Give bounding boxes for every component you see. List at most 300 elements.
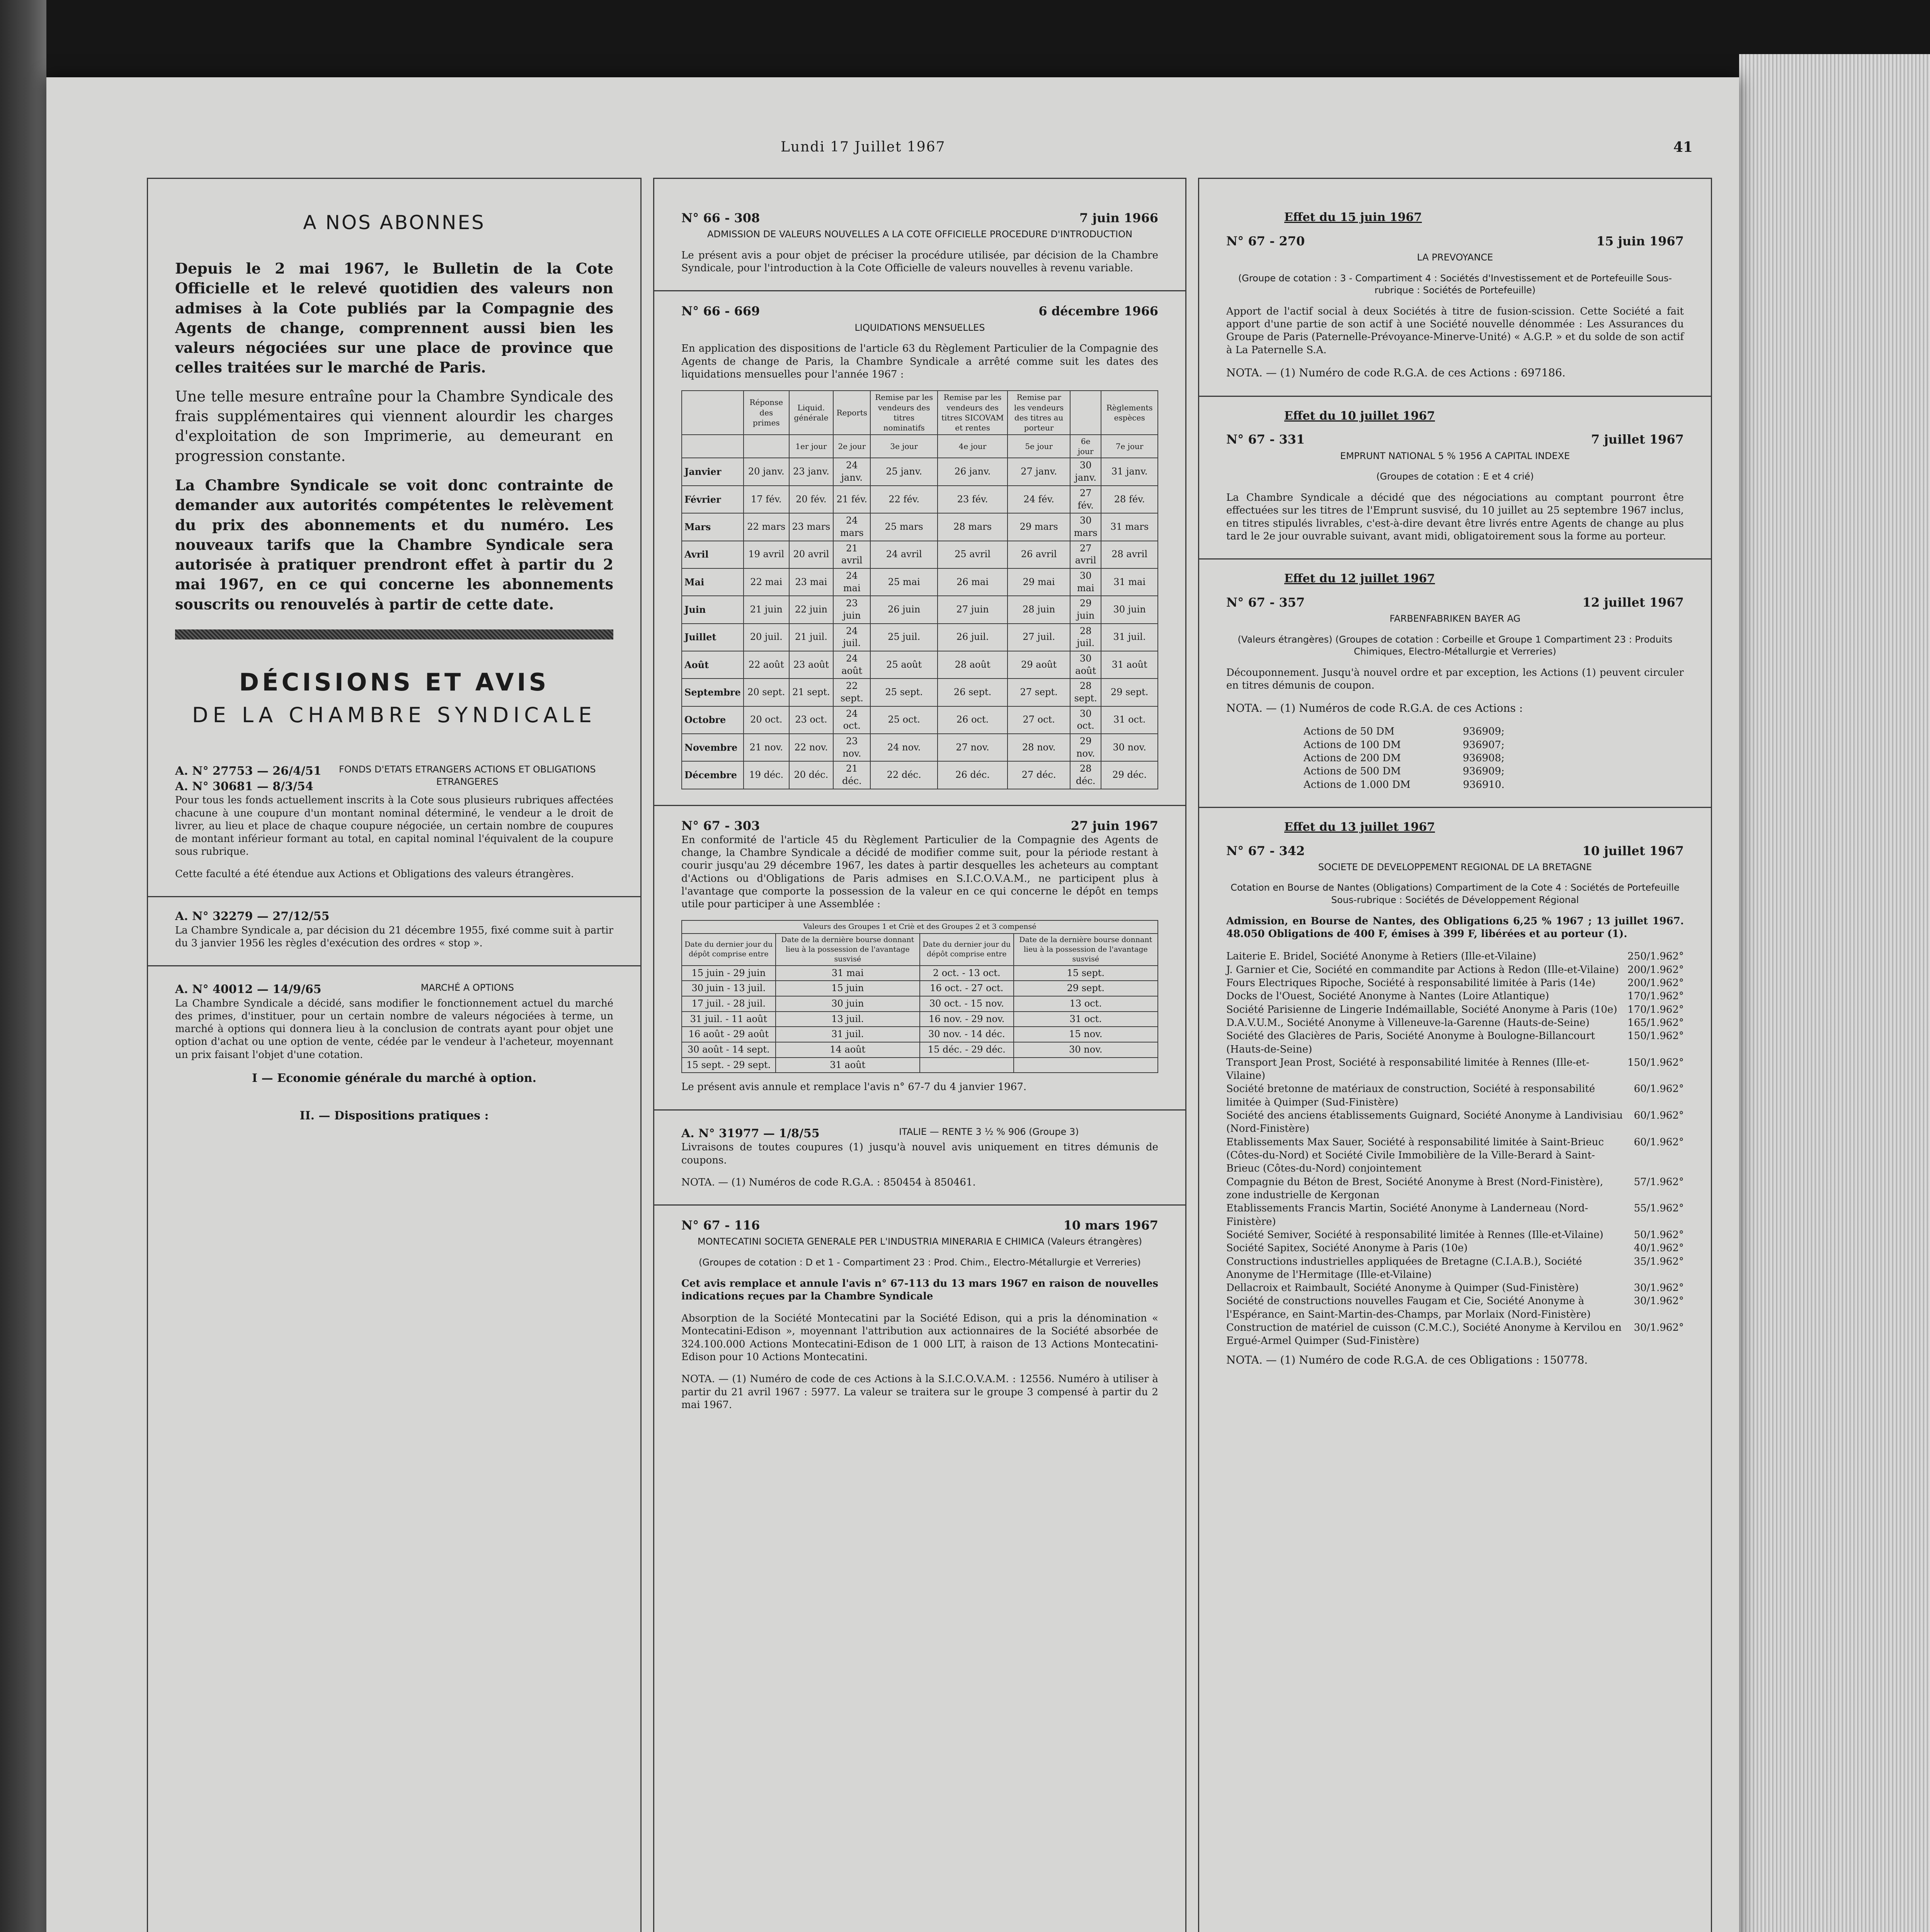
table-cell: 27 juin: [938, 596, 1008, 623]
table-header-cell: Date du dernier jour du dépôt comprise entre: [920, 934, 1014, 966]
guarantor-share: 150/1.962°: [1627, 1030, 1684, 1042]
guarantor-name: Laiterie E. Bridel, Société Anonyme à Retiers (Ille-et-Vilaine): [1226, 951, 1537, 963]
book-page-edges: [1739, 54, 1930, 1932]
table-header-cell: Règlements espèces: [1101, 391, 1158, 435]
table-cell: 16 nov. - 29 nov.: [920, 1012, 1014, 1027]
table-header-cell: Remise par les vendeurs des titres nominatifs: [870, 391, 937, 435]
notice-header: [681, 818, 1158, 834]
notice-title: FARBENFABRIKEN BAYER AG: [1389, 613, 1521, 624]
guarantor-share: 170/1.962°: [1627, 990, 1684, 1002]
table-row: [682, 706, 1158, 734]
table-cell: 27 sept.: [1008, 679, 1070, 706]
table-cell: 16 août - 29 août: [682, 1027, 776, 1042]
code-label: Actions de 50 DM: [1304, 726, 1395, 738]
divider: [1199, 396, 1711, 397]
notice-header: [175, 764, 613, 794]
notice-text: La Chambre Syndicale a décidé, sans modifier le fonctionnement actuel du marché des primes, d'instituer, pour un certain nombre de valeurs négociées à terme, un marché à options qui donnera lieu à la conclusion de contrats ayant pour objet une option d'achat ou une option de vente, cédée par le vendeur à l'acheteur, moyennant un prix faisant l'objet d'une cotation.: [175, 997, 613, 1061]
table-header-cell: [682, 435, 744, 458]
table-cell: 25 avril: [938, 541, 1008, 568]
guarantor-name: Dellacroix et Raimbault, Société Anonyme à Quimper (Sud-Finistère): [1226, 1282, 1579, 1294]
table-cell: 25 oct.: [870, 706, 937, 734]
table-cell: 15 nov.: [1014, 1027, 1158, 1042]
notice-title: LA PREVOYANCE: [1417, 252, 1493, 263]
table-cell: 30 janv.: [1070, 458, 1101, 485]
notice-title: SOCIETE DE DEVELOPPEMENT REGIONAL DE LA BRETAGNE: [1318, 861, 1592, 872]
divider: [1199, 558, 1711, 560]
table-cell: Décembre: [682, 761, 744, 789]
notice-header: [1226, 594, 1684, 611]
guarantor-name: Compagnie du Béton de Brest, Société Anonyme à Brest (Nord-Finistère), zone industrielle de Kergonan: [1226, 1176, 1603, 1201]
table-cell: 20 oct.: [744, 706, 789, 734]
notice-date: 10 mars 1967: [1063, 1218, 1158, 1233]
effect-date: Effet du 12 juillet 1967: [1284, 572, 1435, 586]
guarantor-name: Société bretonne de matériaux de construction, Société à responsabilité limitée à Quimper (Sud-Finistère): [1226, 1083, 1595, 1108]
column-left: [147, 178, 642, 1932]
notice-text: Découponnement. Jusqu'à nouvel ordre et par exception, les Actions (1) peuvent circuler en titres démunis de coupon.: [1226, 667, 1684, 692]
notice-header: [175, 982, 613, 997]
table-cell: 31 août: [776, 1058, 920, 1073]
table-row: [682, 513, 1158, 541]
table-cell: 20 janv.: [744, 458, 789, 485]
table-cell: 27 avril: [1070, 541, 1101, 568]
table-cell: [920, 1058, 1014, 1073]
table-cell: 28 août: [938, 651, 1008, 679]
table-cell: 13 oct.: [1014, 996, 1158, 1012]
table-cell: 19 avril: [744, 541, 789, 568]
table-cell: 28 déc.: [1070, 761, 1101, 789]
table-cell: 24 août: [833, 651, 870, 679]
abonnes-paragraph-2: Une telle mesure entraîne pour la Chambre Syndicale des frais supplémentaires qui viennent alourdir les charges d'exploitation de son Imprimerie, au demeurant en progression constante.: [175, 388, 613, 464]
notice-title: FONDS D'ETATS ETRANGERS ACTIONS ET OBLIGATIONS ETRANGERES: [339, 764, 596, 787]
guarantor-name: J. Garnier et Cie, Société en commandite par Actions à Redon (Ille-et-Vilaine): [1226, 964, 1619, 976]
table-cell: 20 sept.: [744, 679, 789, 706]
code-value: 936907;: [1462, 739, 1505, 751]
table-cell: 26 sept.: [938, 679, 1008, 706]
table-cell: Mars: [682, 513, 744, 541]
notice-title: MARCHÉ A OPTIONS: [420, 982, 514, 993]
table-row: [682, 966, 1158, 981]
divider: [1199, 807, 1711, 808]
notice-text: Le présent avis annule et remplace l'avis n° 67-7 du 4 janvier 1967.: [681, 1081, 1027, 1093]
notice-header: [681, 1126, 1158, 1141]
list-item: [1226, 950, 1684, 963]
notice-date: 10 juillet 1967: [1582, 843, 1684, 858]
table-cell: 22 déc.: [870, 761, 937, 789]
list-item: [1226, 1136, 1684, 1175]
notice-number: N° 67 - 357: [1226, 595, 1305, 610]
notice-date: 7 juillet 1967: [1591, 432, 1684, 447]
notice-number: N° 66 - 669: [681, 304, 760, 319]
notice-nota: NOTA. — (1) Numéro de code de ces Actions à la S.I.C.O.V.A.M. : 12556. Numéro à utiliser à partir du 21 avril 1967 : 5977. La valeur se traitera sur le groupe 3 compensé à partir du 2 mai 1967.: [681, 1373, 1158, 1411]
guarantor-name: Docks de l'Ouest, Société Anonyme à Nantes (Loire Atlantique): [1226, 990, 1549, 1002]
table-cell: 31 mai: [776, 966, 920, 981]
notice-title: MONTECATINI SOCIETA GENERALE PER L'INDUSTRIA MINERARIA E CHIMICA (Valeurs étrangères): [697, 1236, 1142, 1247]
guarantor-share: 200/1.962°: [1627, 977, 1684, 989]
table-cell: 29 déc.: [1101, 761, 1158, 789]
table-row: [682, 486, 1158, 513]
guarantor-name: Etablissements Francis Martin, Société Anonyme à Landerneau (Nord-Finistère): [1226, 1202, 1588, 1228]
list-item: [1226, 1228, 1684, 1242]
table-cell: Novembre: [682, 734, 744, 761]
notice-date: 27 juin 1967: [1071, 818, 1158, 833]
table-row: [682, 624, 1158, 651]
guarantor-share: 57/1.962°: [1634, 1176, 1684, 1188]
table-header-cell: 4e jour: [938, 435, 1008, 458]
notice-date: 7 juin 1966: [1079, 211, 1158, 225]
list-item: [1226, 1175, 1684, 1202]
table-cell: 28 mars: [938, 513, 1008, 541]
table-cell: 19 déc.: [744, 761, 789, 789]
notice-number: N° 67 - 270: [1226, 233, 1305, 248]
guarantor-share: 165/1.962°: [1627, 1017, 1684, 1029]
table-header-cell: Remise par les vendeurs des titres au porteur: [1008, 391, 1070, 435]
notice-title: ADMISSION DE VALEURS NOUVELLES A LA COTE OFFICIELLE PROCEDURE D'INTRODUCTION: [707, 229, 1133, 240]
list-item: [1226, 1003, 1684, 1016]
guarantor-share: 30/1.962°: [1634, 1282, 1684, 1294]
guarantor-share: 200/1.962°: [1627, 964, 1684, 976]
guarantor-share: 60/1.962°: [1634, 1136, 1684, 1148]
table-header-cell: [744, 435, 789, 458]
notice-nota: NOTA. — (1) Numéros de code R.G.A. : 850454 à 850461.: [681, 1176, 976, 1188]
table-header-cell: 6e jour: [1070, 435, 1101, 458]
table-header-cell: 3e jour: [870, 435, 937, 458]
table-cell: [1014, 1058, 1158, 1073]
table-cell: 29 juin: [1070, 596, 1101, 623]
notice-text: Cet avis remplace et annule l'avis n° 67-113 du 13 mars 1967 en raison de nouvelles indications reçues par la Chambre Syndicale: [681, 1277, 1158, 1302]
divider: [148, 896, 640, 897]
notice-nota: NOTA. — (1) Numéros de code R.G.A. de ces Actions :: [1226, 702, 1523, 715]
table-cell: 30 nov.: [1014, 1042, 1158, 1058]
list-item: [1226, 1294, 1684, 1321]
table-cell: 22 juin: [789, 596, 833, 623]
table-cell: 21 avril: [833, 541, 870, 568]
table-cell: 31 oct.: [1101, 706, 1158, 734]
table-cell: 26 juin: [870, 596, 937, 623]
table-cell: 31 janv.: [1101, 458, 1158, 485]
table-cell: 25 janv.: [870, 458, 937, 485]
table-cell: 23 fév.: [938, 486, 1008, 513]
notice-text: Apport de l'actif social à deux Sociétés à titre de fusion-scission. Cette Société a fait apport d'une partie de son actif à une Société nouvelle dénommée : Les Assurances du Groupe de Paris (Paternelle-Prévoyance-Minerve-Unité) « A.G.P. » et du solde de son actif à La Paternelle S.A.: [1226, 305, 1684, 356]
table-header-cell: 1er jour: [789, 435, 833, 458]
table-cell: 23 oct.: [789, 706, 833, 734]
table-cell: 22 mai: [744, 568, 789, 596]
table-cell: 30 juin: [1101, 596, 1158, 623]
table-cell: 23 nov.: [833, 734, 870, 761]
table-cell: 30 oct.: [1070, 706, 1101, 734]
table-cell: 21 juil.: [789, 624, 833, 651]
code-value: 936908;: [1462, 752, 1505, 764]
table-cell: Août: [682, 651, 744, 679]
table-cell: 28 fév.: [1101, 486, 1158, 513]
table-cell: 29 mai: [1008, 568, 1070, 596]
list-item: [1226, 1281, 1684, 1294]
guarantor-name: Transport Jean Prost, Société à responsabilité limitée à Rennes (Ille-et-Vilaine): [1226, 1056, 1590, 1082]
table-row: [682, 679, 1158, 706]
table-cell: 21 fév.: [833, 486, 870, 513]
table-cell: 22 mars: [744, 513, 789, 541]
table-header-cell: 2e jour: [833, 435, 870, 458]
table-cell: 2 oct. - 13 oct.: [920, 966, 1014, 981]
guarantor-name: D.A.V.U.M., Société Anonyme à Villeneuve-la-Garenne (Hauts-de-Seine): [1226, 1017, 1590, 1029]
table-cell: Avril: [682, 541, 744, 568]
table-row: [682, 981, 1158, 996]
list-item: [1226, 1016, 1684, 1029]
table-header-cell: 7e jour: [1101, 435, 1158, 458]
table-cell: 30 mai: [1070, 568, 1101, 596]
table-header-cell: Reports: [833, 391, 870, 435]
notice-nota: NOTA. — (1) Numéro de code R.G.A. de ces Obligations : 150778.: [1226, 1353, 1588, 1366]
decisions-title: DÉCISIONS ET AVIS: [239, 668, 550, 697]
liquidations-table: [681, 390, 1158, 789]
table-cell: Septembre: [682, 679, 744, 706]
list-item: [1226, 990, 1684, 1003]
notice-subtitle: Cotation en Bourse de Nantes (Obligations) Compartiment de la Cote 4 : Sociétés de Portefeuille Sous-rubrique : Sociétés de Développement Régional: [1231, 882, 1680, 906]
guarantor-name: Société Sapitex, Société Anonyme à Paris (10e): [1226, 1242, 1468, 1254]
table-cell: 26 avril: [1008, 541, 1070, 568]
table-cell: 30 août - 14 sept.: [682, 1042, 776, 1058]
effect-date: Effet du 15 juin 1967: [1284, 211, 1422, 224]
table-cell: 27 déc.: [1008, 761, 1070, 789]
notice-ref: A. N° 31977 — 1/8/55: [681, 1126, 820, 1140]
notice-date: 12 juillet 1967: [1582, 595, 1684, 610]
notice-number: N° 66 - 308: [681, 211, 760, 225]
table-cell: 17 juil. - 28 juil.: [682, 996, 776, 1012]
table-cell: 15 juin - 29 juin: [682, 966, 776, 981]
list-item: [1226, 1202, 1684, 1228]
table-cell: 26 juil.: [938, 624, 1008, 651]
table-cell: Mai: [682, 568, 744, 596]
table-cell: 28 nov.: [1008, 734, 1070, 761]
guarantors-list: [1226, 950, 1684, 1347]
notice-number: N° 67 - 303: [681, 818, 760, 833]
table-cell: 22 nov.: [789, 734, 833, 761]
list-item: [1226, 1056, 1684, 1083]
running-header: [46, 139, 1739, 170]
table-cell: 23 mars: [789, 513, 833, 541]
table-cell: 31 août: [1101, 651, 1158, 679]
notice-number: N° 67 - 116: [681, 1218, 760, 1233]
guarantor-name: Construction de matériel de cuisson (C.M.C.), Société Anonyme à Kervilou en Ergué-Armel Quimper (Sud-Finistère): [1226, 1322, 1622, 1347]
abonnes-paragraph-1: Depuis le 2 mai 1967, le Bulletin de la Cote Officielle et le relevé quotidien des valeurs non admises à la Cote publiés par la Compagnie des Agents de change, comprennent aussi bien les valeurs négociées sur une place de province que celles traitées sur le marché de Paris.: [175, 260, 613, 376]
deposit-dates-table: [681, 920, 1158, 1073]
table-row: [682, 541, 1158, 568]
guarantor-share: 170/1.962°: [1627, 1003, 1684, 1015]
table-cell: 21 nov.: [744, 734, 789, 761]
guarantor-share: 55/1.962°: [1634, 1202, 1684, 1214]
table-cell: Juin: [682, 596, 744, 623]
notice-header: [1226, 431, 1684, 447]
table-cell: 24 fév.: [1008, 486, 1070, 513]
notice-subtitle: (Groupe de cotation : 3 - Compartiment 4 : Sociétés d'Investissement et de Portefeuille Sous-rubrique : Sociétés de Portefeuille): [1238, 272, 1672, 296]
table-row: [682, 734, 1158, 761]
table-cell: 29 mars: [1008, 513, 1070, 541]
table-cell: 22 sept.: [833, 679, 870, 706]
table-cell: 20 fév.: [789, 486, 833, 513]
table-header-row: [682, 391, 1158, 435]
table-header-cell: Réponse des primes: [744, 391, 789, 435]
guarantor-share: 250/1.962°: [1627, 951, 1684, 963]
table-cell: 24 avril: [870, 541, 937, 568]
notice-nota: NOTA. — (1) Numéro de code R.G.A. de ces Actions : 697186.: [1226, 366, 1566, 379]
notice-text: Pour tous les fonds actuellement inscrits à la Cote sous plusieurs rubriques affectées chacune à une coupure d'un montant nominal déterminé, le vendeur a le droit de livrer, au lieu et place de chaque coupure négociée, un certain nombre de coupures de montant inférieur formant au total, en capital nominal l'équivalent de la coupure sous rubrique.: [175, 794, 613, 858]
table-cell: 15 déc. - 29 déc.: [920, 1042, 1014, 1058]
divider: [654, 1204, 1185, 1206]
divider: [654, 805, 1185, 806]
guarantor-share: 30/1.962°: [1634, 1295, 1684, 1307]
table-cell: 15 sept. - 29 sept.: [682, 1058, 776, 1073]
divider: [148, 965, 640, 966]
table-row: [682, 1012, 1158, 1027]
table-cell: 15 juin: [776, 981, 920, 996]
table-cell: 31 juil. - 11 août: [682, 1012, 776, 1027]
list-item: [1304, 752, 1505, 765]
rga-codes-list: [1304, 725, 1684, 791]
notice-text: En application des dispositions de l'article 63 du Règlement Particulier de la Compagnie des Agents de change de Paris, la Chambre Syndicale a arrêté comme suit les dates des liquidations mensuelles pour l'année 1967 :: [681, 343, 1158, 380]
table-header-row: [682, 435, 1158, 458]
table-cell: 24 mai: [833, 568, 870, 596]
column-right: [1198, 178, 1712, 1932]
guarantor-share: 150/1.962°: [1627, 1056, 1684, 1068]
guarantor-name: Fours Electriques Ripoche, Société à responsabilité limitée à Paris (14e): [1226, 977, 1596, 989]
divider: [654, 290, 1185, 291]
table-cell: 31 mars: [1101, 513, 1158, 541]
table-cell: 30 juin: [776, 996, 920, 1012]
notice-header: [1226, 843, 1684, 859]
notice-subtitle: (Groupes de cotation : E et 4 crié): [1376, 471, 1534, 482]
table-row: [682, 596, 1158, 623]
notice-text: Cette faculté a été étendue aux Actions et Obligations des valeurs étrangères.: [175, 868, 574, 880]
table-cell: 24 oct.: [833, 706, 870, 734]
table-cell: Février: [682, 486, 744, 513]
table-cell: 25 juil.: [870, 624, 937, 651]
column-middle: [653, 178, 1186, 1932]
notice-title: LIQUIDATIONS MENSUELLES: [854, 322, 985, 333]
table-cell: 26 oct.: [938, 706, 1008, 734]
table-cell: 30 nov. - 14 déc.: [920, 1027, 1014, 1042]
table-cell: 25 sept.: [870, 679, 937, 706]
notice-title: EMPRUNT NATIONAL 5 % 1956 A CAPITAL INDEXE: [1340, 450, 1570, 461]
abonnes-paragraph-3: La Chambre Syndicale se voit donc contrainte de demander aux autorités compétentes le relèvement du prix des abonnements et du numéro. Les nouveaux tarifs que la Chambre Syndicale sera autorisée à pratiquer prendront effet à partir du 2 mai 1967, en ce qui concerne les abonnements souscrits ou renouvelés à partir de cette date.: [175, 476, 613, 613]
notice-subtitle: (Valeurs étrangères) (Groupes de cotation : Corbeille et Groupe 1 Compartiment 23 : Produits Chimiques, Electro-Métallurgie et Verreries): [1237, 634, 1673, 657]
list-item: [1304, 765, 1505, 778]
notice-ref: A. N° 30681 — 8/3/54: [175, 779, 313, 793]
list-item: [1304, 778, 1505, 791]
table-cell: 27 juil.: [1008, 624, 1070, 651]
table-cell: 23 janv.: [789, 458, 833, 485]
notice-text: La Chambre Syndicale a décidé que des négociations au comptant pourront être effectuées sur les titres de l'Emprunt susvisé, du 10 juillet au 25 septembre 1967 inclus, en titres stipulés livrables, c'est-à-dire devant être livrés entre Agents de change au plus tard le 2e jour ouvrable suivant, avant midi, obligatoirement sous la forme au porteur.: [1226, 492, 1684, 542]
table-cell: 28 sept.: [1070, 679, 1101, 706]
section-heading: I — Economie générale du marché à option.: [252, 1071, 536, 1085]
notice-header: [681, 210, 1158, 226]
table-header-cell: Remise par les vendeurs des titres SICOVAM et rentes: [938, 391, 1008, 435]
table-cell: 28 juil.: [1070, 624, 1101, 651]
table-cell: Janvier: [682, 458, 744, 485]
table-cell: 28 avril: [1101, 541, 1158, 568]
table-header-cell: 5e jour: [1008, 435, 1070, 458]
table-cell: 30 nov.: [1101, 734, 1158, 761]
notice-date: 6 décembre 1966: [1038, 304, 1158, 319]
table-cell: Octobre: [682, 706, 744, 734]
guarantor-share: 50/1.962°: [1634, 1229, 1684, 1241]
notice-ref: A. N° 32279 — 27/12/55: [175, 909, 330, 923]
table-cell: 20 déc.: [789, 761, 833, 789]
code-value: 936909;: [1462, 765, 1505, 777]
table-cell: 14 août: [776, 1042, 920, 1058]
table-header-cell: [682, 391, 744, 435]
notice-text: Livraisons de toutes coupures (1) jusqu'à nouvel avis uniquement en titres démunis de coupons.: [681, 1141, 1158, 1166]
abonnes-title: A NOS ABONNES: [303, 211, 485, 234]
table-cell: Juillet: [682, 624, 744, 651]
table-cell: 23 juin: [833, 596, 870, 623]
notice-number: N° 67 - 342: [1226, 843, 1305, 858]
code-value: 936909;: [1462, 726, 1505, 738]
guarantor-share: 35/1.962°: [1634, 1255, 1684, 1267]
table-header-cell: [1070, 391, 1101, 435]
table-cell: 16 oct. - 27 oct.: [920, 981, 1014, 996]
notice-date: 15 juin 1967: [1596, 233, 1684, 248]
table-cell: 30 août: [1070, 651, 1101, 679]
list-item: [1226, 1321, 1684, 1348]
guarantor-share: 40/1.962°: [1634, 1242, 1684, 1254]
table-cell: 15 sept.: [1014, 966, 1158, 981]
effect-date: Effet du 13 juillet 1967: [1284, 820, 1435, 834]
notice-text: Absorption de la Société Montecatini par la Société Edison, qui a pris la dénomination « Montecatini-Edison », moyennant l'attribution aux actionnaires de la Société absorbée de 324.100.000 Actions Montecatini-Edison de 1 000 LIT, à raison de 13 Actions Montecatini-Edison pour 10 Actions Montecatini.: [681, 1313, 1158, 1363]
table-caption: Valeurs des Groupes 1 et Criè et des Groupes 2 et 3 compensé: [682, 920, 1158, 933]
table-cell: 22 août: [744, 651, 789, 679]
divider: [654, 1109, 1185, 1111]
notice-ref: A. N° 27753 — 26/4/51: [175, 764, 322, 778]
table-row: [682, 761, 1158, 789]
list-item: [1226, 963, 1684, 976]
header-date: Lundi 17 Juillet 1967: [781, 139, 946, 155]
table-cell: 27 nov.: [938, 734, 1008, 761]
table-cell: 27 oct.: [1008, 706, 1070, 734]
table-cell: 22 fév.: [870, 486, 937, 513]
notice-text: La Chambre Syndicale a, par décision du 21 décembre 1955, fixé comme suit à partir du 3 janvier 1956 les règles d'exécution des ordres « stop ».: [175, 924, 613, 949]
table-header-cell: Date de la dernière bourse donnant lieu à la possession de l'avantage susvisé: [776, 934, 920, 966]
table-row: [682, 1042, 1158, 1058]
table-cell: 24 janv.: [833, 458, 870, 485]
table-cell: 30 mars: [1070, 513, 1101, 541]
list-item: [1226, 1255, 1684, 1282]
table-cell: 25 mars: [870, 513, 937, 541]
table-cell: 29 nov.: [1070, 734, 1101, 761]
table-cell: 25 août: [870, 651, 937, 679]
table-row: [682, 568, 1158, 596]
book-binding-left: [0, 0, 46, 1932]
table-cell: 21 sept.: [789, 679, 833, 706]
table-cell: 20 juil.: [744, 624, 789, 651]
code-value: 936910.: [1463, 779, 1505, 791]
table-cell: 24 nov.: [870, 734, 937, 761]
notice-text: En conformité de l'article 45 du Règlement Particulier de la Compagnie des Agents de change, la Chambre Syndicale a décidé de modifier comme suit, pour la période restant à courir jusqu'au 29 décembre 1967, les dates à partir desquelles les acheteurs au comptant d'Actions ou d'Obligations de Paris admises en S.I.C.O.V.A.M., ne participent plus à l'avantage que comporte la possession de la valeur en ce qui concerne le dépôt en temps utile pour participer à une Assemblée :: [681, 834, 1158, 910]
list-item: [1304, 738, 1505, 752]
guarantor-name: Etablissements Max Sauer, Société à responsabilité limitée à Saint-Brieuc (Côtes-du-Nord) et Société Civile Immobilière de la Ville-Berard à Saint-Brieuc (Côtes-du-Nord) conjointement: [1226, 1136, 1604, 1175]
table-header-cell: Date de la dernière bourse donnant lieu à la possession de l'avantage susvisé: [1014, 934, 1158, 966]
notice-header: [681, 1217, 1158, 1233]
notice-subtitle: (Groupes de cotation : D et 1 - Compartiment 23 : Prod. Chim., Electro-Métallurgie et Verreries): [699, 1257, 1141, 1268]
table-cell: 30 oct. - 15 nov.: [920, 996, 1014, 1012]
section-heading: II. — Dispositions pratiques :: [300, 1109, 489, 1123]
guarantor-share: 60/1.962°: [1634, 1110, 1684, 1122]
table-cell: 29 sept.: [1014, 981, 1158, 996]
notice-header: [681, 303, 1158, 319]
code-label: Actions de 100 DM: [1304, 739, 1401, 751]
list-item: [1226, 1029, 1684, 1056]
code-label: Actions de 500 DM: [1304, 765, 1401, 777]
table-row: [682, 651, 1158, 679]
table-row: [682, 1027, 1158, 1042]
